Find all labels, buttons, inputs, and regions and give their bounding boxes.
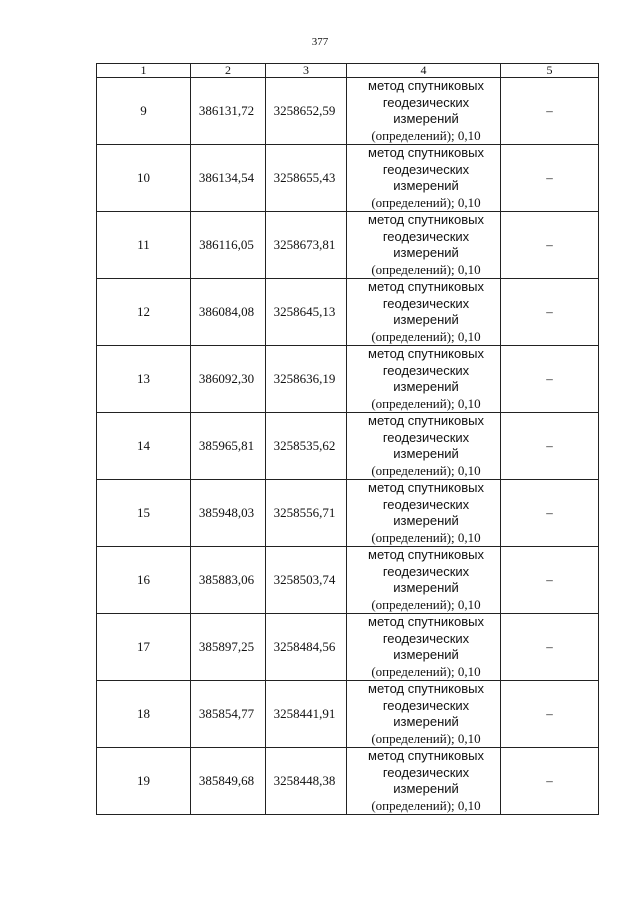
method-line: (определений); 0,10 xyxy=(371,730,481,746)
method-line: геодезических xyxy=(382,630,470,646)
method-line: (определений); 0,10 xyxy=(371,596,481,612)
method-cell xyxy=(347,346,501,413)
table-row xyxy=(97,78,599,145)
method-line: измерений xyxy=(393,111,459,126)
method-line: (определений); 0,10 xyxy=(371,194,481,210)
x-coordinate-cell: 385965,81 xyxy=(191,413,266,480)
description-cell: – xyxy=(501,346,599,413)
method-cell xyxy=(347,279,501,346)
method-line: (определений); 0,10 xyxy=(371,127,481,143)
description-cell: – xyxy=(501,547,599,614)
method-line: (определений); 0,10 xyxy=(371,395,481,411)
y-coordinate-cell: 3258484,56 xyxy=(266,614,347,681)
method-cell xyxy=(347,413,501,480)
y-coordinate-cell: 3258503,74 xyxy=(266,547,347,614)
x-coordinate-cell: 386116,05 xyxy=(191,212,266,279)
method-line: геодезических xyxy=(382,496,470,512)
point-number-cell: 9 xyxy=(97,78,191,145)
x-coordinate-cell: 386084,08 xyxy=(191,279,266,346)
method-line: метод спутниковых xyxy=(368,480,484,495)
description-cell: – xyxy=(501,413,599,480)
method-line: (определений); 0,10 xyxy=(371,462,481,478)
page-number: 377 xyxy=(311,36,329,48)
method-line: геодезических xyxy=(382,362,470,378)
method-line: метод спутниковых xyxy=(368,145,484,160)
method-line: метод спутниковых xyxy=(368,413,484,428)
y-coordinate-cell: 3258673,81 xyxy=(266,212,347,279)
method-line: геодезических xyxy=(382,295,470,311)
x-coordinate-cell: 386131,72 xyxy=(191,78,266,145)
method-line: метод спутниковых xyxy=(368,78,484,93)
point-number-cell: 10 xyxy=(97,145,191,212)
column-header-5: 5 xyxy=(501,64,599,78)
method-cell xyxy=(347,78,501,145)
method-cell xyxy=(347,145,501,212)
table-row xyxy=(97,681,599,748)
y-coordinate-cell: 3258441,91 xyxy=(266,681,347,748)
point-number-cell: 15 xyxy=(97,480,191,547)
x-coordinate-cell: 385948,03 xyxy=(191,480,266,547)
method-line: метод спутниковых xyxy=(368,346,484,361)
table-row xyxy=(97,212,599,279)
method-line: метод спутниковых xyxy=(368,614,484,629)
y-coordinate-cell: 3258645,13 xyxy=(266,279,347,346)
column-header-1: 1 xyxy=(97,64,191,78)
method-line: метод спутниковых xyxy=(368,279,484,294)
coordinates-table xyxy=(96,63,599,815)
description-cell: – xyxy=(501,614,599,681)
y-coordinate-cell: 3258636,19 xyxy=(266,346,347,413)
description-cell: – xyxy=(501,748,599,815)
method-line: (определений); 0,10 xyxy=(371,797,481,813)
x-coordinate-cell: 386134,54 xyxy=(191,145,266,212)
point-number-cell: 16 xyxy=(97,547,191,614)
table-row xyxy=(97,145,599,212)
method-line: геодезических xyxy=(382,228,470,244)
table-row xyxy=(97,279,599,346)
description-cell: – xyxy=(501,279,599,346)
column-header-3: 3 xyxy=(266,64,347,78)
x-coordinate-cell: 385897,25 xyxy=(191,614,266,681)
x-coordinate-cell: 386092,30 xyxy=(191,346,266,413)
method-cell xyxy=(347,748,501,815)
method-line: метод спутниковых xyxy=(368,212,484,227)
method-line: измерений xyxy=(393,178,459,193)
point-number-cell: 14 xyxy=(97,413,191,480)
y-coordinate-cell: 3258535,62 xyxy=(266,413,347,480)
point-number-cell: 11 xyxy=(97,212,191,279)
method-line: (определений); 0,10 xyxy=(371,328,481,344)
method-cell xyxy=(347,480,501,547)
method-line: измерений xyxy=(393,647,459,662)
point-number-cell: 19 xyxy=(97,748,191,815)
table-row xyxy=(97,547,599,614)
method-line: геодезических xyxy=(382,764,470,780)
method-line: измерений xyxy=(393,312,459,327)
method-line: метод спутниковых xyxy=(368,681,484,696)
y-coordinate-cell: 3258556,71 xyxy=(266,480,347,547)
method-line: геодезических xyxy=(382,697,470,713)
point-number-cell: 13 xyxy=(97,346,191,413)
y-coordinate-cell: 3258652,59 xyxy=(266,78,347,145)
point-number-cell: 17 xyxy=(97,614,191,681)
method-line: (определений); 0,10 xyxy=(371,261,481,277)
method-line: (определений); 0,10 xyxy=(371,529,481,545)
method-cell xyxy=(347,614,501,681)
table-row xyxy=(97,614,599,681)
description-cell: – xyxy=(501,681,599,748)
method-line: измерений xyxy=(393,513,459,528)
method-line: геодезических xyxy=(382,94,470,110)
table-row xyxy=(97,480,599,547)
method-line: метод спутниковых xyxy=(368,748,484,763)
point-number-cell: 18 xyxy=(97,681,191,748)
table-row xyxy=(97,413,599,480)
method-line: метод спутниковых xyxy=(368,547,484,562)
method-line: (определений); 0,10 xyxy=(371,663,481,679)
description-cell: – xyxy=(501,480,599,547)
method-line: измерений xyxy=(393,446,459,461)
column-header-4: 4 xyxy=(347,64,501,78)
method-line: измерений xyxy=(393,714,459,729)
method-cell xyxy=(347,212,501,279)
method-line: геодезических xyxy=(382,563,470,579)
x-coordinate-cell: 385854,77 xyxy=(191,681,266,748)
method-cell xyxy=(347,547,501,614)
point-number-cell: 12 xyxy=(97,279,191,346)
x-coordinate-cell: 385883,06 xyxy=(191,547,266,614)
method-line: измерений xyxy=(393,781,459,796)
y-coordinate-cell: 3258448,38 xyxy=(266,748,347,815)
method-line: геодезических xyxy=(382,429,470,445)
method-line: измерений xyxy=(393,379,459,394)
method-cell xyxy=(347,681,501,748)
table-row xyxy=(97,346,599,413)
method-line: геодезических xyxy=(382,161,470,177)
table-header-row xyxy=(97,64,599,78)
method-line: измерений xyxy=(393,580,459,595)
y-coordinate-cell: 3258655,43 xyxy=(266,145,347,212)
x-coordinate-cell: 385849,68 xyxy=(191,748,266,815)
description-cell: – xyxy=(501,212,599,279)
table-row xyxy=(97,748,599,815)
description-cell: – xyxy=(501,145,599,212)
description-cell: – xyxy=(501,78,599,145)
table-body xyxy=(97,78,599,815)
method-line: измерений xyxy=(393,245,459,260)
column-header-2: 2 xyxy=(191,64,266,78)
